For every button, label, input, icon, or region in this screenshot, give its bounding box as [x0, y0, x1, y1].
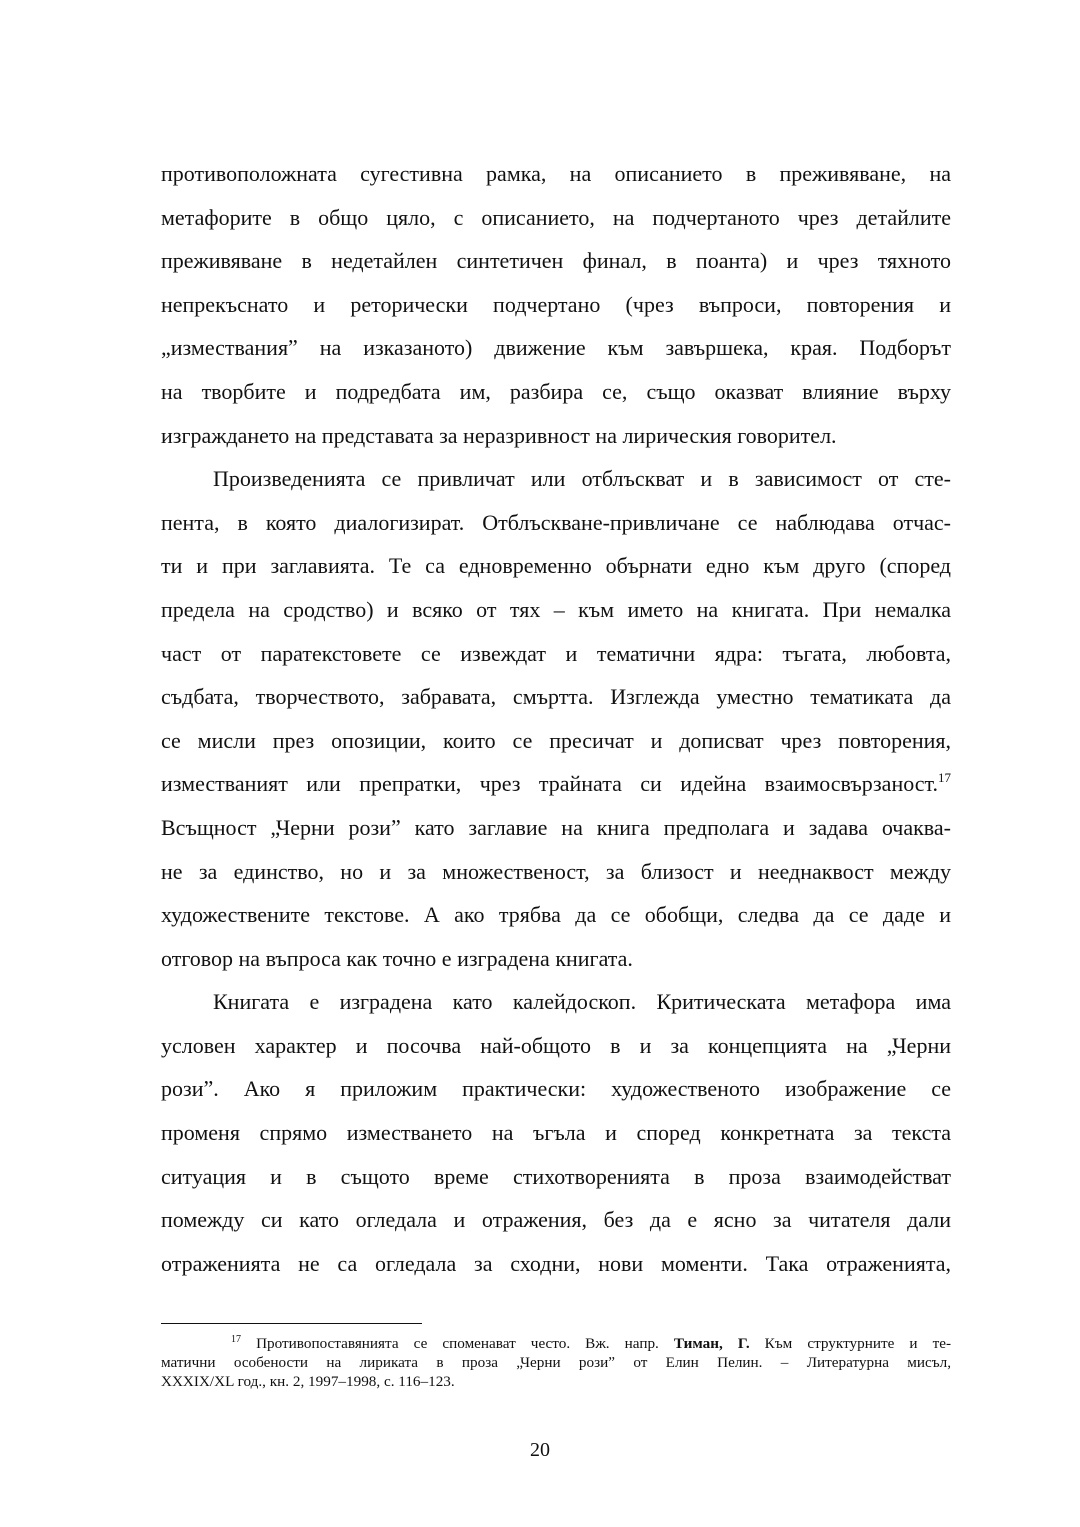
text-line: преживяване в недетайлен синтетичен финал, в поанта) и чрез тяхното [161, 248, 951, 274]
footnote-text: Към структурните и те- [749, 1335, 952, 1352]
text-line: условен характер и посочва най-общото в и за концепцията на „Черни [161, 1032, 951, 1058]
text-line: противоположната сугестивна рамка, на описанието в преживяване, на [161, 161, 951, 186]
paragraph [161, 457, 951, 980]
text-line: пента, в която диалогизират. Отблъскване-привличане се наблюдава отчас- [161, 509, 951, 535]
paragraph [161, 980, 951, 1285]
text-line: се мисли през опозиции, които се пресичат и дописват чрез повторения, [161, 727, 951, 753]
paragraph [161, 152, 951, 457]
text-line: Книгата е изградена като калейдоскоп. Критическата метафора има [213, 989, 951, 1015]
footnote-line [161, 1334, 951, 1353]
text-line-with-footnote [161, 762, 951, 806]
text-line: на творбите и подредбата им, разбира се, също оказват влияние върху [161, 378, 951, 404]
text-line: ситуация и в същото време стихотворенията в проза взаимодействат [161, 1163, 951, 1189]
text-line: Произведенията се привличат или отблъскват и в зависимост от сте- [213, 466, 951, 492]
text-line: отраженията не са огледала за сходни, нови моменти. Така отраженията, [161, 1250, 951, 1276]
text-line: ти и при заглавията. Те са едновременно обърнати едно към друго (според [161, 553, 951, 579]
footnote [161, 1334, 951, 1391]
text-line: променя спрямо изместването на ъгъла и според конкретната за текста [161, 1120, 951, 1146]
text-line: съдбата, творчеството, забравата, смъртта. Изглежда уместно тематиката да [161, 684, 951, 710]
text-line: помежду си като огледала и отражения, без да е ясно за читателя дали [161, 1207, 951, 1233]
text-line: художествените текстове. А ако трябва да се обобщи, следва да се даде и [161, 902, 951, 928]
text-line: непрекъснато и реторически подчертано (чрез въпроси, повторения и [161, 291, 951, 317]
text-line: метафорите в общо цяло, с описанието, на подчертаното чрез детайлите [161, 204, 951, 230]
text-line: част от паратекстовете се извеждат и тематични ядра: тъгата, любовта, [161, 640, 951, 666]
footnote-line: XXXIX/XL год., кн. 2, 1997–1998, с. 116–123. [161, 1373, 455, 1390]
text-line: отговор на въпроса как точно е изградена книгата. [161, 945, 633, 971]
text-line: „изместванияˮ на изказаното) движение към завършека, края. Подборът [161, 335, 951, 361]
footnote-line: матични особености на лириката в проза „Черни розиˮ от Елин Пелин. – Литературна мисъл, [161, 1354, 951, 1371]
text-line: предела на сродство) и всяко от тях – към името на книгата. При немалка [161, 596, 951, 622]
page-number: 20 [530, 1439, 550, 1461]
footnote-separator [161, 1323, 422, 1324]
body-text [161, 152, 951, 1285]
text-line: изграждането на представата за неразривност на лирическия говорител. [161, 422, 837, 448]
footnote-author: Тиман, Г. [673, 1335, 750, 1352]
text-line-content: изместваният или препратки, чрез трайната си идейна взаимосвързаност. [161, 771, 938, 797]
text-line: не за единство, но и за множественост, за близост и нееднаквост между [161, 858, 951, 884]
text-line: Всъщност „Черни розиˮ като заглавие на книга предполага и задава очаква- [161, 814, 951, 840]
footnote-reference[interactable]: 17 [938, 770, 951, 786]
footnote-number: 17 [231, 1334, 241, 1345]
footnote-text: Противопоставянията се споменават често. Вж. напр. [256, 1335, 674, 1352]
text-line: розиˮ. Ако я приложим практически: художественото изображение се [161, 1076, 951, 1102]
